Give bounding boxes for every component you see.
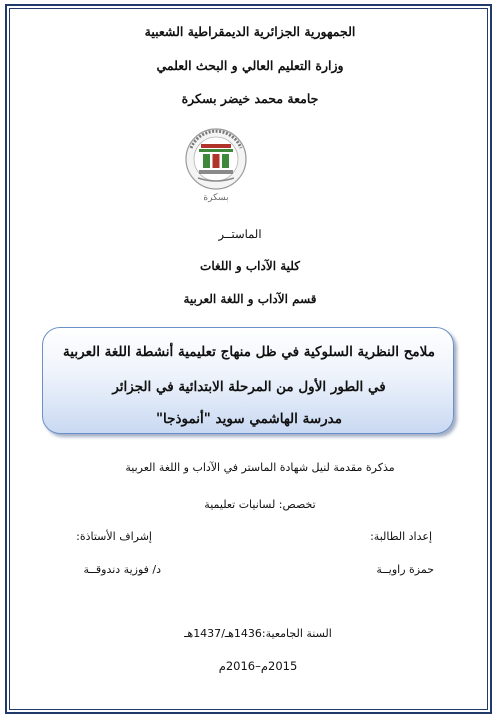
thesis-title-line-1: ملامح النظرية السلوكية في ظل منهاج تعليمية أنشطة اللغة العربية bbox=[63, 344, 435, 360]
thesis-note: مذكرة مقدمة لنيل شهادة الماستر في الآداب و اللغة العربية bbox=[125, 461, 395, 474]
degree-label: الماستــر bbox=[218, 227, 262, 241]
supervised-by-label: إشراف الأستاذة: bbox=[76, 530, 152, 543]
university-heading: جامعة محمد خيضر بسكرة bbox=[181, 91, 319, 106]
gregorian-year: 2015م–2016م bbox=[218, 659, 298, 673]
supervisor-name: د/ فوزية دندوقــة bbox=[83, 563, 161, 576]
seal-bottom-text: بسكرة bbox=[203, 193, 229, 203]
university-seal-icon bbox=[183, 126, 249, 206]
academic-year: السنة الجامعية:1436هـ/1437هـ bbox=[184, 627, 332, 640]
student-name: حمزة راويــة bbox=[376, 563, 434, 576]
thesis-title-line-2: في الطور الأول من المرحلة الابتدائية في الجزائر bbox=[112, 379, 386, 395]
thesis-title-line-3: مدرسة الهاشمي سويد "أنموذجا" bbox=[155, 411, 342, 427]
republic-heading: الجمهورية الجزائرية الديمقراطية الشعبية bbox=[144, 24, 356, 39]
thesis-title-box bbox=[42, 327, 454, 434]
ministry-heading: وزارة التعليم العالي و البحث العلمي bbox=[156, 58, 344, 73]
prepared-by-label: إعداد الطالبة: bbox=[370, 530, 432, 543]
specialization: تخصص: لسانيات تعليمية bbox=[204, 498, 316, 511]
department-name: قسم الآداب و اللغة العربية bbox=[183, 292, 317, 306]
faculty-name: كلية الآداب و اللغات bbox=[200, 259, 300, 273]
